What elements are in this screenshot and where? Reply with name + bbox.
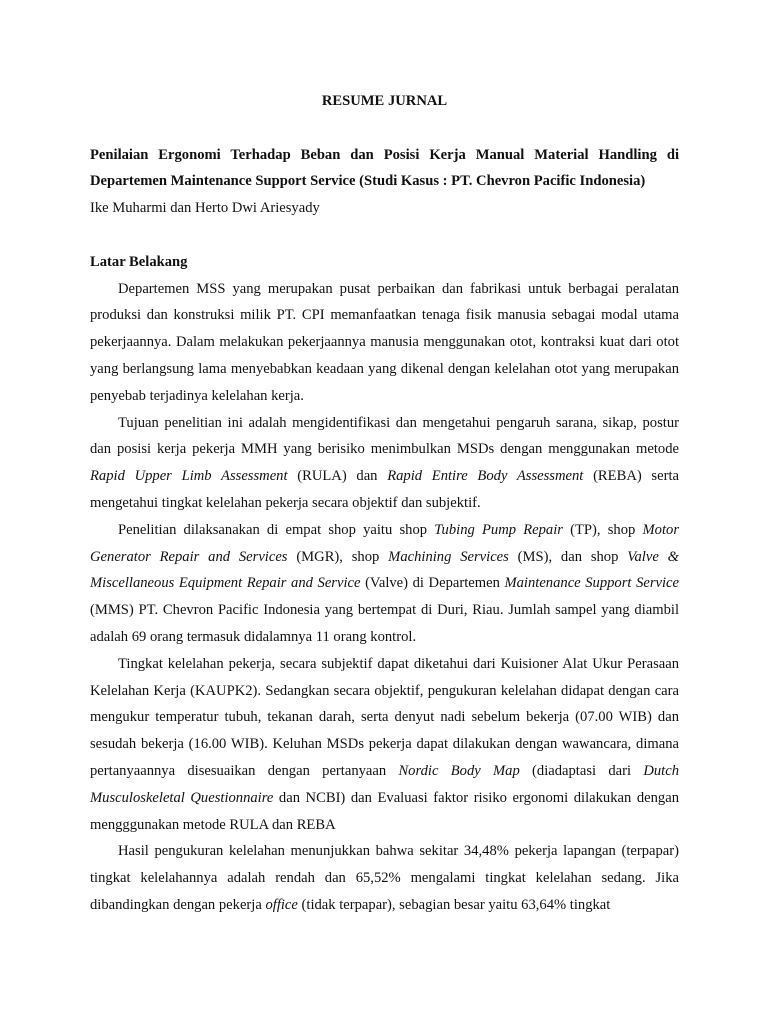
italic-term: Motor Generator Repair and Services xyxy=(90,521,679,565)
italic-term: Maintenance Support Service xyxy=(504,575,680,592)
section-heading: Latar Belakang xyxy=(90,253,188,270)
article-authors: Ike Muharmi dan Herto Dwi Ariesyady xyxy=(90,200,320,217)
italic-term: Valve & Miscellaneous Equipment Repair and Service xyxy=(90,548,679,592)
spacer xyxy=(90,115,679,142)
body-paragraph xyxy=(90,276,679,410)
text-run: (RULA) dan xyxy=(287,468,388,485)
text-run: (MGR), shop xyxy=(287,548,389,565)
text-run: dan NCBI) dan Evaluasi faktor risiko ergonomi dilakukan dengan mengggunakan metode RULA dan REBA xyxy=(90,789,679,833)
document-heading: RESUME JURNAL xyxy=(321,93,448,109)
document-page xyxy=(90,88,679,919)
text-run: Tingkat kelelahan pekerja, secara subjektif dapat diketahui dari Kuisioner Alat Ukur Perasaan Kelelahan Kerja (KAUPK2). Sedangkan secara objektif, pengukuran kelelahan didapat dengan cara mengukur temperatur tubuh, tekanan darah, serta denyut nadi sebelum bekerja (07.00 WIB) dan sesudah bekerja (16.00 WIB). Keluhan MSDs pekerja dapat dilakukan dengan wawancara, dimana pertanyaannya disesuaikan dengan pertanyaan xyxy=(90,655,679,779)
text-run: (diadaptasi dari xyxy=(519,762,644,779)
italic-term: Machining Services xyxy=(388,548,509,565)
body-paragraph xyxy=(90,517,679,651)
body-text xyxy=(90,276,679,919)
italic-term: Tubing Pump Repair xyxy=(434,521,563,538)
text-run: (Valve) di Departemen xyxy=(360,575,505,592)
article-title: Penilaian Ergonomi Terhadap Beban dan Posisi Kerja Manual Material Handling di Departemen Maintenance Support Service (Studi Kasus : PT. Chevron Pacific Indonesia) xyxy=(90,146,679,190)
body-paragraph xyxy=(90,410,679,517)
text-run: (MMS) PT. Chevron Pacific Indonesia yang bertempat di Duri, Riau. Jumlah sampel yang diambil adalah 69 orang termasuk didalamnya 11 orang kontrol. xyxy=(90,602,679,645)
text-run: Penelitian dilaksanakan di empat shop yaitu shop xyxy=(118,521,435,538)
italic-term: office xyxy=(265,896,298,913)
text-run: (tidak terpapar), sebagian besar yaitu 63,64% tingkat xyxy=(297,896,611,913)
text-run: Departemen MSS yang merupakan pusat perbaikan dan fabrikasi untuk berbagai peralatan produksi dan konstruksi milik PT. CPI memanfaatkan tenaga fisik manusia sebagai modal utama pekerjaannya. Dalam melakukan pekerjaannya manusia menggunakan otot, kontraksi kuat dari otot yang berlangsung lama menyebabkan keadaan yang dikenal dengan kelelahan otot yang merupakan penyebab terjadinya kelelahan kerja. xyxy=(90,280,679,404)
text-run: Hasil pengukuran kelelahan menunjukkan bahwa sekitar 34,48% pekerja lapangan (terpapar) tingkat kelelahannya adalah rendah dan 65,52% mengalami tingkat kelelahan sedang. Jika dibandingkan dengan pekerja xyxy=(90,843,679,913)
text-run: Tujuan penelitian ini adalah mengidentifikasi dan mengetahui pengaruh sarana, sikap, postur dan posisi kerja pekerja MMH yang berisiko menimbulkan MSDs dengan menggunakan metode xyxy=(90,414,679,458)
italic-term: Rapid Entire Body Assessment xyxy=(387,468,584,485)
italic-term: Dutch Musculoskeletal Questionnaire xyxy=(90,762,679,806)
italic-term: Rapid Upper Limb Assessment xyxy=(90,468,288,485)
body-paragraph xyxy=(90,651,679,839)
italic-term: Nordic Body Map xyxy=(398,762,520,779)
text-run: (REBA) serta mengetahui tingkat kelelahan pekerja secara objektif dan subjektif. xyxy=(90,468,679,511)
text-run: (MS), dan shop xyxy=(508,548,628,565)
spacer xyxy=(90,222,679,249)
text-run: (TP), shop xyxy=(562,521,643,538)
body-paragraph xyxy=(90,838,679,918)
